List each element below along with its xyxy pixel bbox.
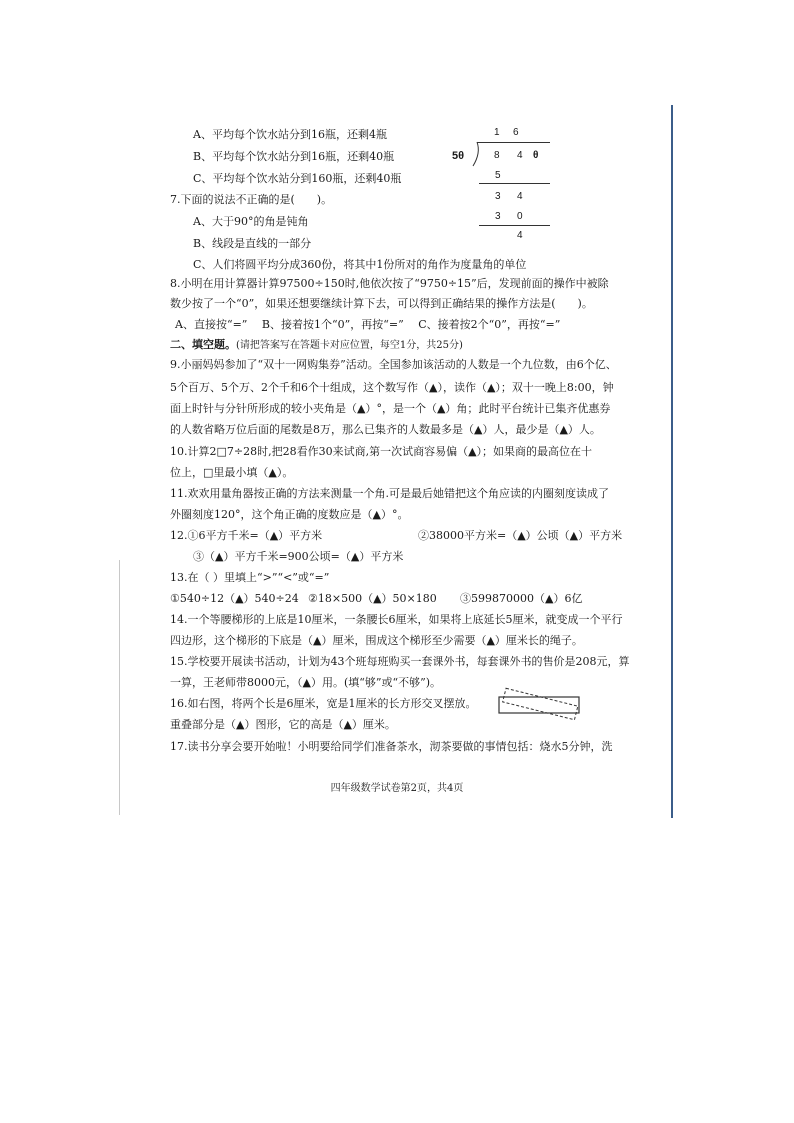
q8-line1: 8.小明在用计算器计算97500÷150时,他依次按了“9750÷15”后，发现前面的操作中被除: [170, 277, 609, 290]
tilted-rectangle: [503, 688, 578, 719]
q10-line: 位上，□里最小填（▲）。: [170, 466, 294, 479]
q16-line: 16.如右图，将两个长是6厘米，宽是1厘米的长方形交叉摆放。: [170, 697, 477, 710]
division-step-line: [479, 225, 550, 226]
q8-line2: 数少按了一个“0”，如果还想要继续计算下去，可以得到正确结果的操作方法是( )。: [170, 297, 593, 310]
q9-line: 面上时针与分针所形成的较小夹角是（▲）°，是一个（▲）角；此时平台统计已集齐优惠券: [170, 402, 611, 415]
q10-line: 10.计算2□7÷28时,把28看作30来试商,第一次试商容易偏（▲）；如果商的最高位在十: [170, 445, 593, 458]
division-step-line: [479, 183, 550, 184]
q12-part3: ③（▲）平方千米=900公顷=（▲）平方米: [193, 550, 404, 563]
step-digit: 0: [517, 211, 523, 222]
remainder-digit: 4: [517, 230, 523, 241]
q9-line: 的人数省略万位后面的尾数是8万，那么已集齐的人数最多是（▲）人，最少是（▲）人。: [170, 423, 601, 436]
quotient-digit: 1: [494, 127, 500, 138]
step-digit: 3: [495, 211, 501, 222]
division-bracket: [470, 141, 482, 167]
q9-line: 5个百万、5个万、2个千和6个十组成，这个数写作（▲），读作（▲）；双十一晚上8:00，钟: [170, 381, 614, 394]
q14-line: 四边形，这个梯形的下底是（▲）厘米，围成这个梯形至少需要（▲）厘米长的绳子。: [170, 634, 583, 647]
q7-option-b: B、线段是直线的一部分: [193, 237, 312, 250]
q9-line: 9.小丽妈妈参加了“双十一网购集券”活动。全国参加该活动的人数是一个九位数，由6个亿、: [170, 358, 617, 371]
q11-line: 11.欢欢用量角器按正确的方法来测量一个角.可是最后她错把这个角应读的内圈刻度读成了: [170, 487, 609, 500]
page-edge-line-left: [119, 560, 120, 815]
q12-part2: ②38000平方米=（▲）公顷（▲）平方米: [418, 529, 623, 542]
q6-option-a: A、平均每个饮水站分到16瓶，还剩4瓶: [193, 128, 387, 141]
q15-line: 一算，王老师带8000元，（▲）用。(填“够”或“不够”)。: [170, 676, 442, 689]
q6-option-c: C、平均每个饮水站分到160瓶，还剩40瓶: [193, 172, 402, 185]
quotient-digit: 6: [513, 127, 519, 138]
q14-line: 14.一个等腰梯形的上底是10厘米，一条腰长6厘米，如果将上底延长5厘米，就变成一个平行: [170, 613, 623, 626]
divisor: 5θ: [452, 150, 465, 162]
section-heading: [170, 338, 463, 353]
q17-line: 17.读书分享会要开始啦！小明要给同学们准备茶水，沏茶要做的事情包括：烧水5分钟，洗: [170, 740, 613, 753]
q13-item-c: ③599870000（▲）6亿: [460, 592, 583, 605]
step-digit: 3: [495, 191, 501, 202]
q7-option-c: C、人们将圆平均分成360份，将其中1份所对的角作为度量角的单位: [193, 258, 527, 271]
crossed-rectangles-figure: [495, 677, 585, 737]
dividend-digit: 8: [494, 150, 500, 161]
q7-stem: 7.下面的说法不正确的是( )。: [170, 193, 333, 206]
page-edge-line: [671, 105, 673, 818]
page-footer: 四年级数学试卷第2页，共4页: [330, 783, 464, 794]
q16-line: 重叠部分是（▲）图形，它的高是（▲）厘米。: [170, 718, 396, 731]
q11-line: 外圈刻度120°，这个角正确的度数应是（▲）°。: [170, 508, 409, 521]
q13-stem: 13.在（ ）里填上“>”“<”或“=”: [170, 571, 330, 584]
q13-item-a: ①540÷12（▲）540÷24: [170, 592, 299, 605]
dividend-digit: 4: [517, 150, 523, 161]
section-title: 二、填空题。: [170, 338, 236, 351]
section-note: (请把答案写在答题卡对应位置，每空1分，共25分): [236, 340, 463, 351]
q13-item-b: ②18×500（▲）50×180: [308, 592, 437, 605]
q7-option-a: A、大于90°的角是钝角: [193, 215, 309, 228]
step-digit: 5: [495, 170, 501, 181]
q6-option-b: B、平均每个饮水站分到16瓶，还剩40瓶: [193, 150, 395, 163]
q15-line: 15.学校要开展读书活动，计划为43个班每班购买一套课外书，每套课外书的售价是208元，算: [170, 655, 630, 668]
horizontal-rectangle: [499, 697, 579, 713]
division-bar: [477, 142, 550, 143]
step-digit: 4: [517, 191, 523, 202]
dividend-digit: θ: [533, 150, 539, 161]
q12-part1: 12.①6平方千米=（▲）平方米: [170, 529, 323, 542]
q8-options: A、直接按“=” B、接着按1个“0”，再按“=” C、接着按2个“0”，再按“=”: [175, 318, 561, 331]
